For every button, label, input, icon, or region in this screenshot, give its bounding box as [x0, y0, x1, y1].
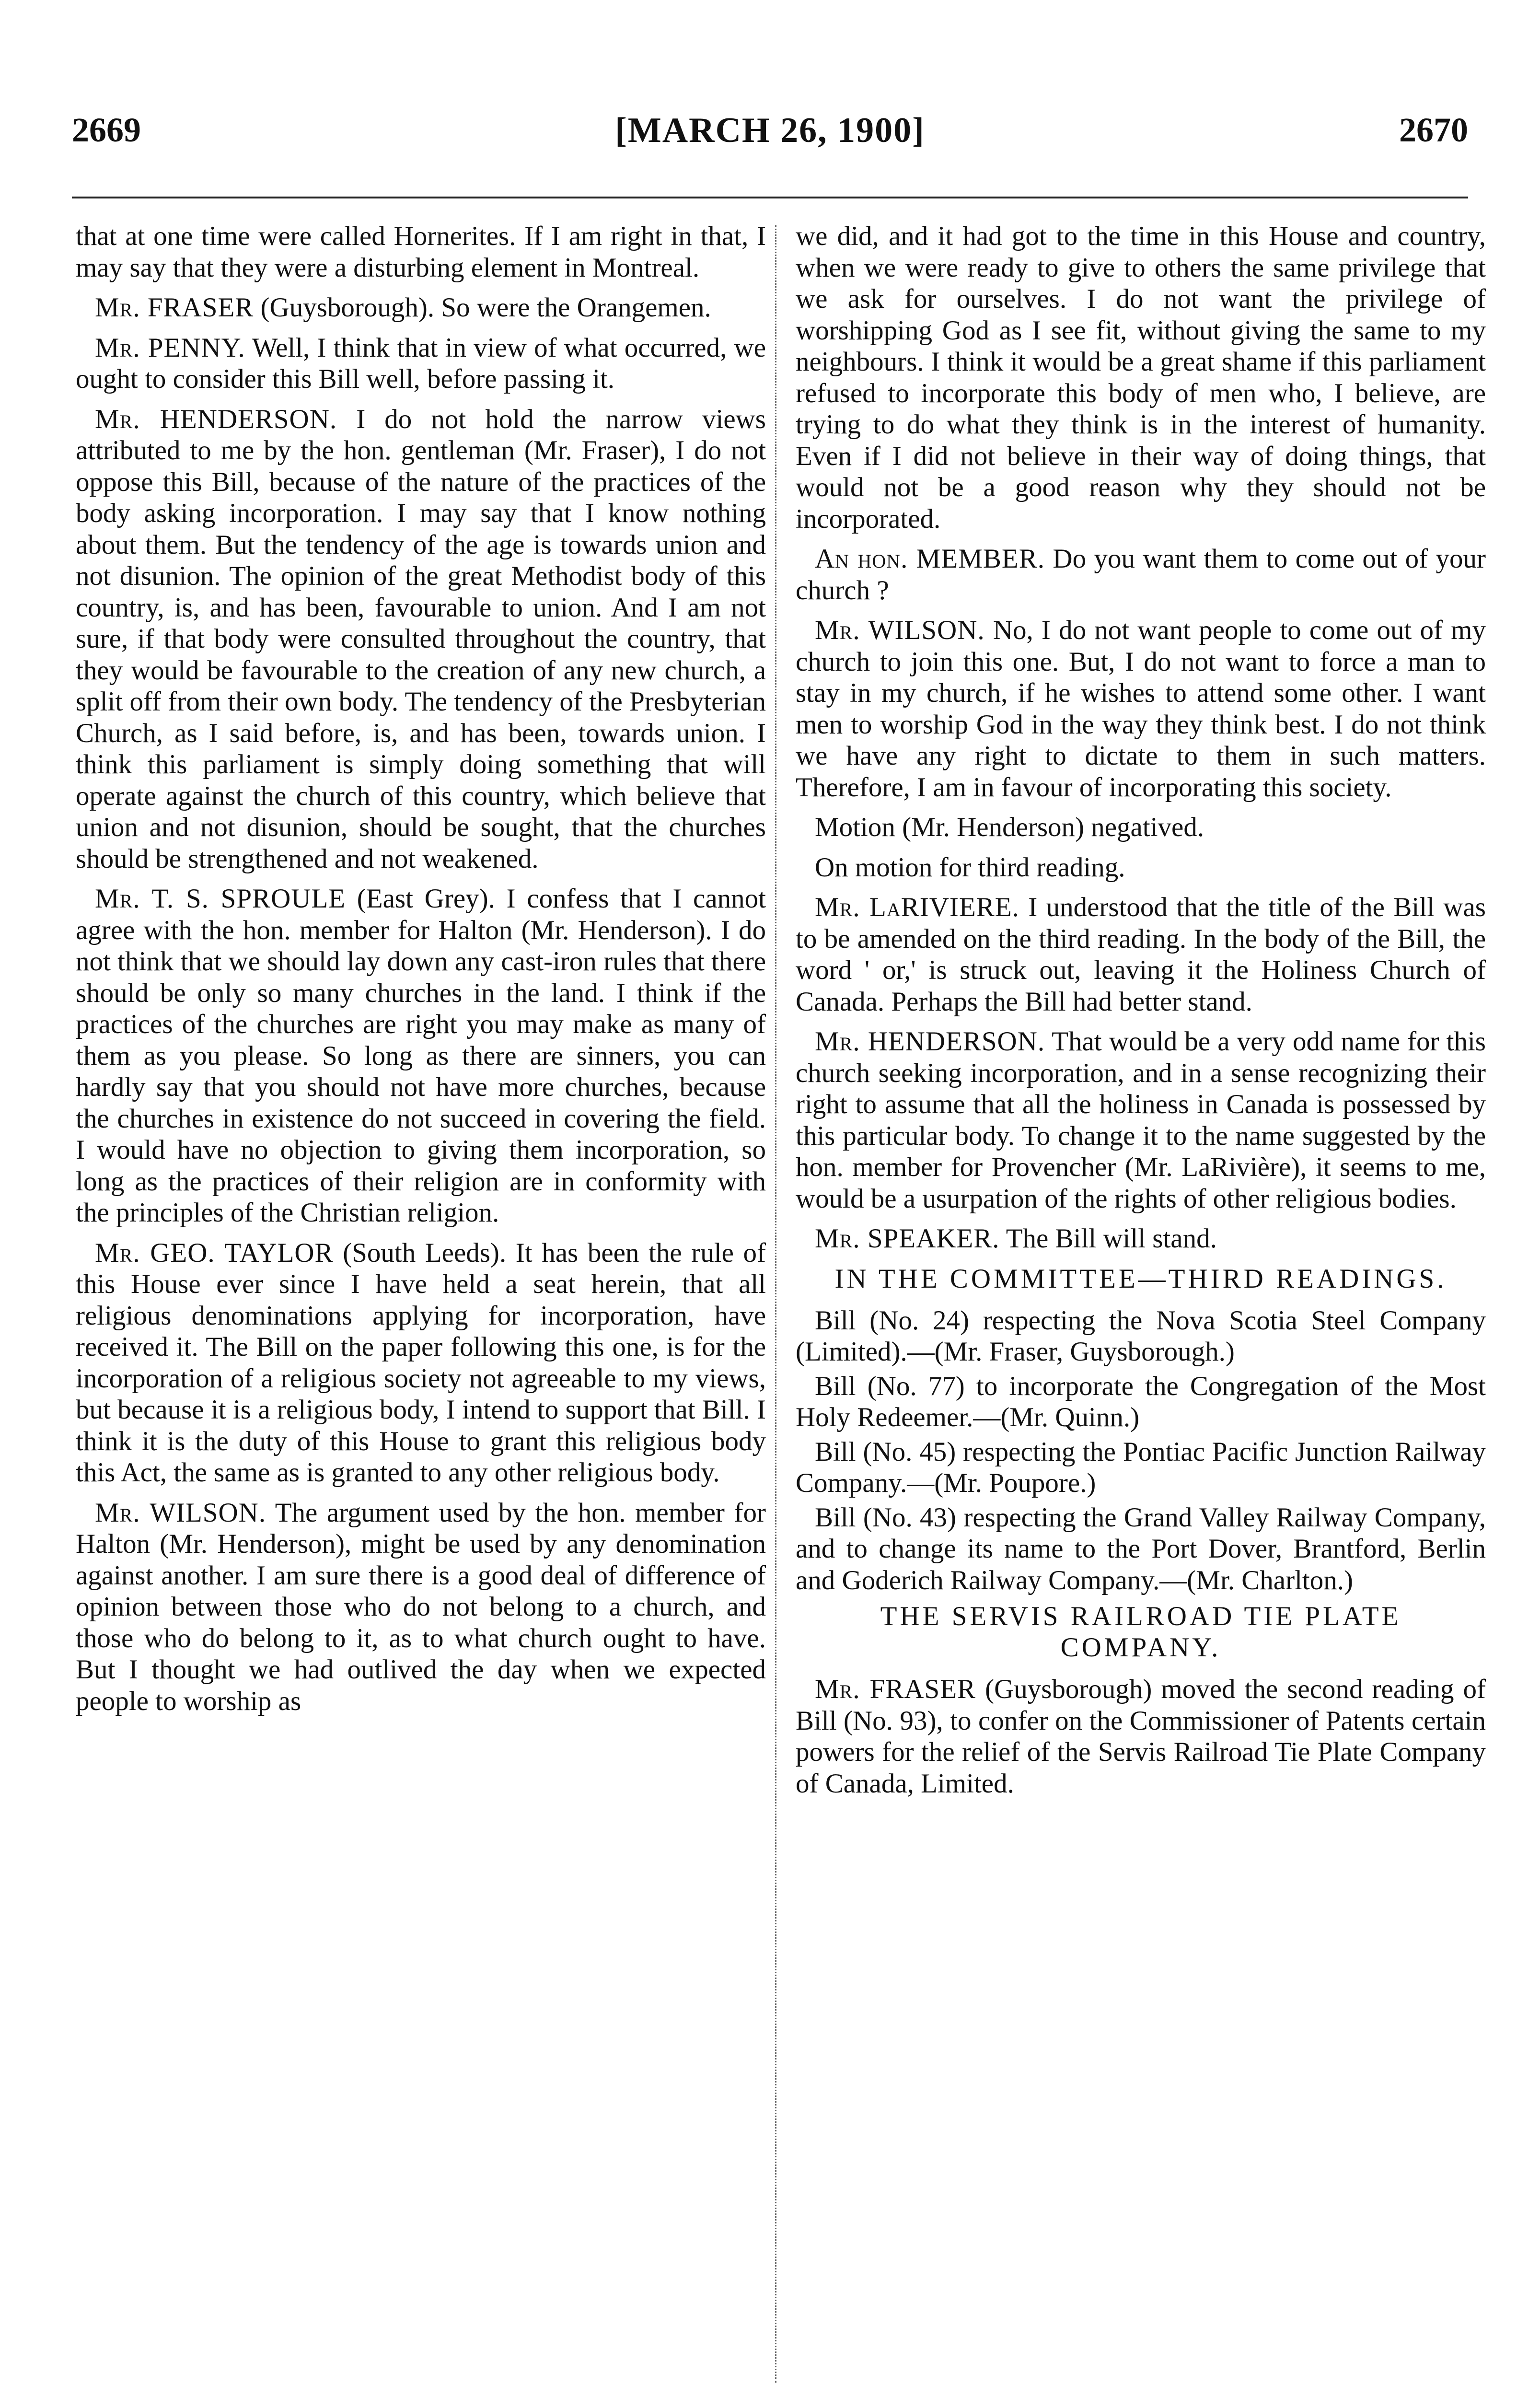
speaker-name: Mr. FRASER	[815, 1674, 976, 1704]
speaker-name: An hon. MEMBER.	[815, 544, 1045, 574]
section-heading: THE SERVIS RAILROAD TIE PLATE COMPANY.	[880, 1601, 1401, 1663]
speaker-name: Mr. HENDERSON.	[815, 1026, 1045, 1057]
paragraph: Mr. HENDERSON. That would be a very odd name for this church seeking incorporation, and in a sense recognizing their right to assume that all the holiness in Canada is possessed by this particular body. To change it to the name suggested by the hon. member for Provencher (Mr. LaRivière), it seems to me, would be a usurpation of the rights of other religious bodies.	[796, 1026, 1486, 1214]
paragraph: Mr. GEO. TAYLOR (South Leeds). It has been the rule of this House ever since I have held a seat herein, that all religious denominations applying for incorporation, have received it. The Bill on the paper following this one, is for the incorporation of a religious society not agreeable to my views, but because it is a religious body, I intend to support that Bill. I think it is the duty of this House to grant this religious body this Act, the same as is granted to any other religious body.	[76, 1237, 766, 1488]
paragraph: Mr. FRASER (Guysborough). So were the Orangemen.	[95, 292, 711, 323]
speaker-name: Mr. FRASER	[95, 292, 254, 323]
paragraph: An hon. MEMBER. Do you want them to come out of your church ?	[796, 544, 1486, 605]
page-date: [MARCH 26, 1900]	[615, 111, 925, 150]
speaker-name: Mr. WILSON.	[815, 615, 985, 645]
paragraph: Mr. LaRIVIERE. I understood that the title of the Bill was to be amended on the third reading. In the body of the Bill, the word ' or,' is struck out, leaving it the Holiness Church of Canada. Perhaps the Bill had better stand.	[796, 892, 1486, 1017]
speaker-name: Mr. HENDERSON.	[95, 404, 337, 434]
speaker-name: Mr. PENNY.	[95, 332, 245, 363]
paragraph: Mr. SPEAKER. The Bill will stand.	[815, 1223, 1217, 1254]
paragraph: Mr. PENNY. Well, I think that in view of what occurred, we ought to consider this Bill well, before passing it.	[76, 332, 766, 394]
speaker-name: Mr. SPEAKER.	[815, 1223, 1000, 1254]
left-column	[76, 221, 766, 1725]
paragraph: Mr. HENDERSON. I do not hold the narrow views attributed to me by the hon. gentleman (Mr. Fraser), I do not oppose this Bill, because of the nature of the practices of the body asking incorporation. I may say that I know nothing about them. But the tendency of the age is towards union and not disunion. The opinion of the great Methodist body of this country, is, and has been, favourable to union. And I am not sure, if that body were consulted throughout the country, that they would be favourable to the creation of any new church, a split off from their own body. The tendency of the Presbyterian Church, as I said before, is, and has been, towards union. I think this parliament is simply doing something that will operate against the church of this country, which believe that union and not disunion, should be sought, that the churches should be strengthened and not weakened.	[76, 404, 766, 874]
right-column	[796, 221, 1486, 1808]
paragraph: that at one time were called Hornerites. If I am right in that, I may say that they were a disturbing element in Montreal.	[76, 221, 766, 283]
page-number-right: 2670	[1399, 111, 1468, 149]
paragraph: Mr. WILSON. The argument used by the hon. member for Halton (Mr. Henderson), might be used by any denomination against another. I am sure there is a good deal of difference of opinion between those who do not belong to a church, and those who do belong to it, as to what church ought to have. But I thought we had outlived the day when we expected people to worship as	[76, 1497, 766, 1716]
speaker-name: Mr. LaRIVIERE.	[815, 892, 1019, 922]
column-divider	[775, 225, 776, 2383]
paragraph: Motion (Mr. Henderson) negatived.	[815, 812, 1204, 842]
paragraph: Mr. FRASER (Guysborough) moved the second reading of Bill (No. 93), to confer on the Commissioner of Patents certain powers for the relief of the Servis Railroad Tie Plate Company of Canada, Limited.	[796, 1674, 1486, 1799]
speaker-name: Mr. T. S. SPROULE	[95, 884, 346, 914]
page-header	[72, 110, 1468, 168]
bill-item: Bill (No. 77) to incorporate the Congregation of the Most Holy Redeemer.—(Mr. Quinn.)	[796, 1371, 1486, 1432]
header-rule	[72, 197, 1468, 198]
section-heading: IN THE COMMITTEE—THIRD READINGS.	[834, 1263, 1447, 1294]
paragraph: Mr. T. S. SPROULE (East Grey). I confess that I cannot agree with the hon. member for Halton (Mr. Henderson). I do not think that we should lay down any cast-iron rules that there should be only so many churches in the land. I think if the practices of the churches are right you may make as many of them as you please. So long as there are sinners, you can hardly say that you should not have more churches, because the churches in existence do not succeed in covering the field. I would have no objection to giving them incorporation, so long as the practices of their religion are in conformity with the principles of the Christian religion.	[76, 884, 766, 1228]
bill-item: Bill (No. 24) respecting the Nova Scotia Steel Company (Limited).—(Mr. Fraser, Guysborough.)	[796, 1305, 1486, 1367]
paragraph: we did, and it had got to the time in this House and country, when we were ready to give to others the same privilege that we ask for ourselves. I do not want the privilege of worshipping God as I see fit, without giving the same to my neighbours. I think it would be a great shame if this parliament refused to incorporate this body of men who, I believe, are trying to do what they think is in the interest of humanity. Even if I did not believe in their way of doing things, that would not be a good reason why they should not be incorporated.	[796, 221, 1486, 534]
bill-item: Bill (No. 43) respecting the Grand Valley Railway Company, and to change its name to the Port Dover, Brantford, Berlin and Goderich Railway Company.—(Mr. Charlton.)	[796, 1502, 1486, 1595]
bill-item: Bill (No. 45) respecting the Pontiac Pacific Junction Railway Company.—(Mr. Poupore.)	[796, 1436, 1486, 1498]
speaker-name: Mr. GEO. TAYLOR	[95, 1237, 334, 1268]
paragraph: On motion for third reading.	[815, 852, 1125, 883]
paragraph: Mr. WILSON. No, I do not want people to come out of my church to join this one. But, I do not want to force a man to stay in my church, if he wishes to attend some other. I want men to worship God in the way they think best. I do not think we have any right to dictate to them in such matters. Therefore, I am in favour of incorporating this society.	[796, 615, 1486, 803]
speaker-name: Mr. WILSON.	[95, 1497, 266, 1528]
page-number-left: 2669	[72, 111, 141, 149]
